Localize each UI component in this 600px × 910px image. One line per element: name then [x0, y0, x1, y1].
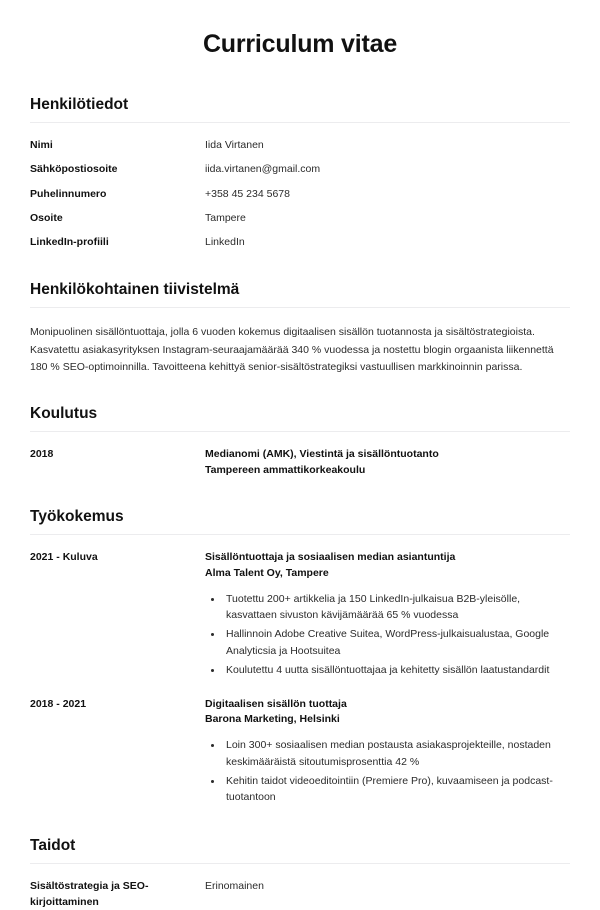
list-item: • Loin 300+ sosiaalisen median postausta asiakasprojekteille, nostaden keskimääräistä sitoutumisprosenttia 42 % — [223, 737, 570, 771]
section-education — [30, 404, 570, 479]
work-entry-role: Digitaalisen sisällön tuottaja — [205, 697, 347, 710]
skill-label: Sisältöstrategia ja SEO-kirjoittaminen — [30, 880, 149, 908]
list-item: • Hallinnoin Adobe Creative Suitea, WordPress-julkaisualustaa, Google Analyticsia ja Hootsuitea — [223, 626, 570, 660]
work-entry-bullets — [205, 737, 570, 806]
skill-level: Erinomainen — [205, 880, 264, 893]
list-item: • Tuotettu 200+ artikkelia ja 150 LinkedIn-julkaisua B2B-yleisölle, kasvattaen sivuston kävijämäärää 65 % vuodessa — [223, 591, 570, 625]
section-work-experience — [30, 507, 570, 808]
education-entry-degree: Medianomi (AMK), Viestintä ja sisällöntuotanto — [205, 448, 439, 461]
detail-value-address: Tampere — [205, 211, 246, 224]
section-heading-skills: Taidot — [30, 837, 76, 855]
detail-value-email: iida.virtanen@gmail.com — [205, 163, 321, 176]
detail-value-linkedin[interactable]: LinkedIn — [205, 236, 245, 249]
page-title: Curriculum vitae — [202, 30, 398, 58]
skills-list — [30, 879, 570, 909]
detail-label-name: Nimi — [30, 139, 53, 152]
work-entry-role: Sisällöntuottaja ja sosiaalisen median asiantuntija — [205, 551, 456, 564]
work-entry-date: 2021 - Kuluva — [30, 551, 98, 564]
detail-label-address: Osoite — [30, 211, 63, 224]
section-heading-education: Koulutus — [30, 405, 98, 423]
summary-paragraph: Monipuolinen sisällöntuottaja, jolla 6 vuoden kokemus digitaalisen sisällön tuotannosta ja sisältöstrategioista. Kasvatettu asiakasyrityksen Instagram-seuraajamäärää 340 % vuodessa ja nostettu blogin orgaanista liikennettä 180 % SEO-optimoinnilla. Tavoitteena kehittyä senior-sisältöstrategiksi vastuullisen markkinoinnin parissa. — [30, 326, 554, 373]
work-entry-bullets — [205, 591, 570, 679]
table-row — [30, 211, 570, 226]
table-row — [30, 235, 570, 250]
section-skills — [30, 836, 570, 910]
education-entry-date: 2018 — [30, 448, 54, 461]
table-row — [30, 187, 570, 202]
work-entry — [30, 697, 570, 809]
personal-details-list — [30, 138, 570, 250]
section-divider — [30, 534, 570, 535]
section-personal-details — [30, 95, 570, 250]
detail-label-phone: Puhelinnumero — [30, 187, 107, 200]
work-entry-body — [205, 550, 570, 680]
section-divider — [30, 122, 570, 123]
work-entry-employer: Alma Talent Oy, Tampere — [205, 566, 329, 579]
list-item: • Koulutettu 4 uutta sisällöntuottajaa ja kehitetty sisällön laatustandardit — [223, 662, 570, 679]
section-heading-personal-details: Henkilötiedot — [30, 96, 129, 113]
section-heading-summary: Henkilökohtainen tiivistelmä — [30, 281, 240, 299]
list-item: • Kehitin taidot videoeditointiin (Premiere Pro), kuvaamiseen ja podcast-tuotantoon — [223, 773, 570, 807]
work-entry — [30, 550, 570, 680]
detail-value-name: Iida Virtanen — [205, 139, 264, 152]
table-row — [30, 879, 570, 909]
detail-label-linkedin: LinkedIn-profiili — [30, 236, 109, 249]
table-row — [30, 162, 570, 177]
education-entry-body — [205, 447, 570, 479]
detail-value-phone: +358 45 234 5678 — [205, 187, 290, 200]
education-entry-school: Tampereen ammattikorkeakoulu — [205, 464, 366, 477]
detail-label-email: Sähköpostiosoite — [30, 163, 118, 176]
section-divider — [30, 431, 570, 432]
education-entry — [30, 447, 570, 479]
table-row — [30, 138, 570, 153]
section-summary — [30, 280, 570, 376]
section-heading-work-experience: Työkokemus — [30, 507, 124, 525]
work-entry-employer: Barona Marketing, Helsinki — [205, 713, 340, 726]
work-entry-date: 2018 - 2021 — [30, 697, 87, 710]
section-divider — [30, 307, 570, 308]
section-divider — [30, 863, 570, 864]
work-entry-body — [205, 697, 570, 809]
